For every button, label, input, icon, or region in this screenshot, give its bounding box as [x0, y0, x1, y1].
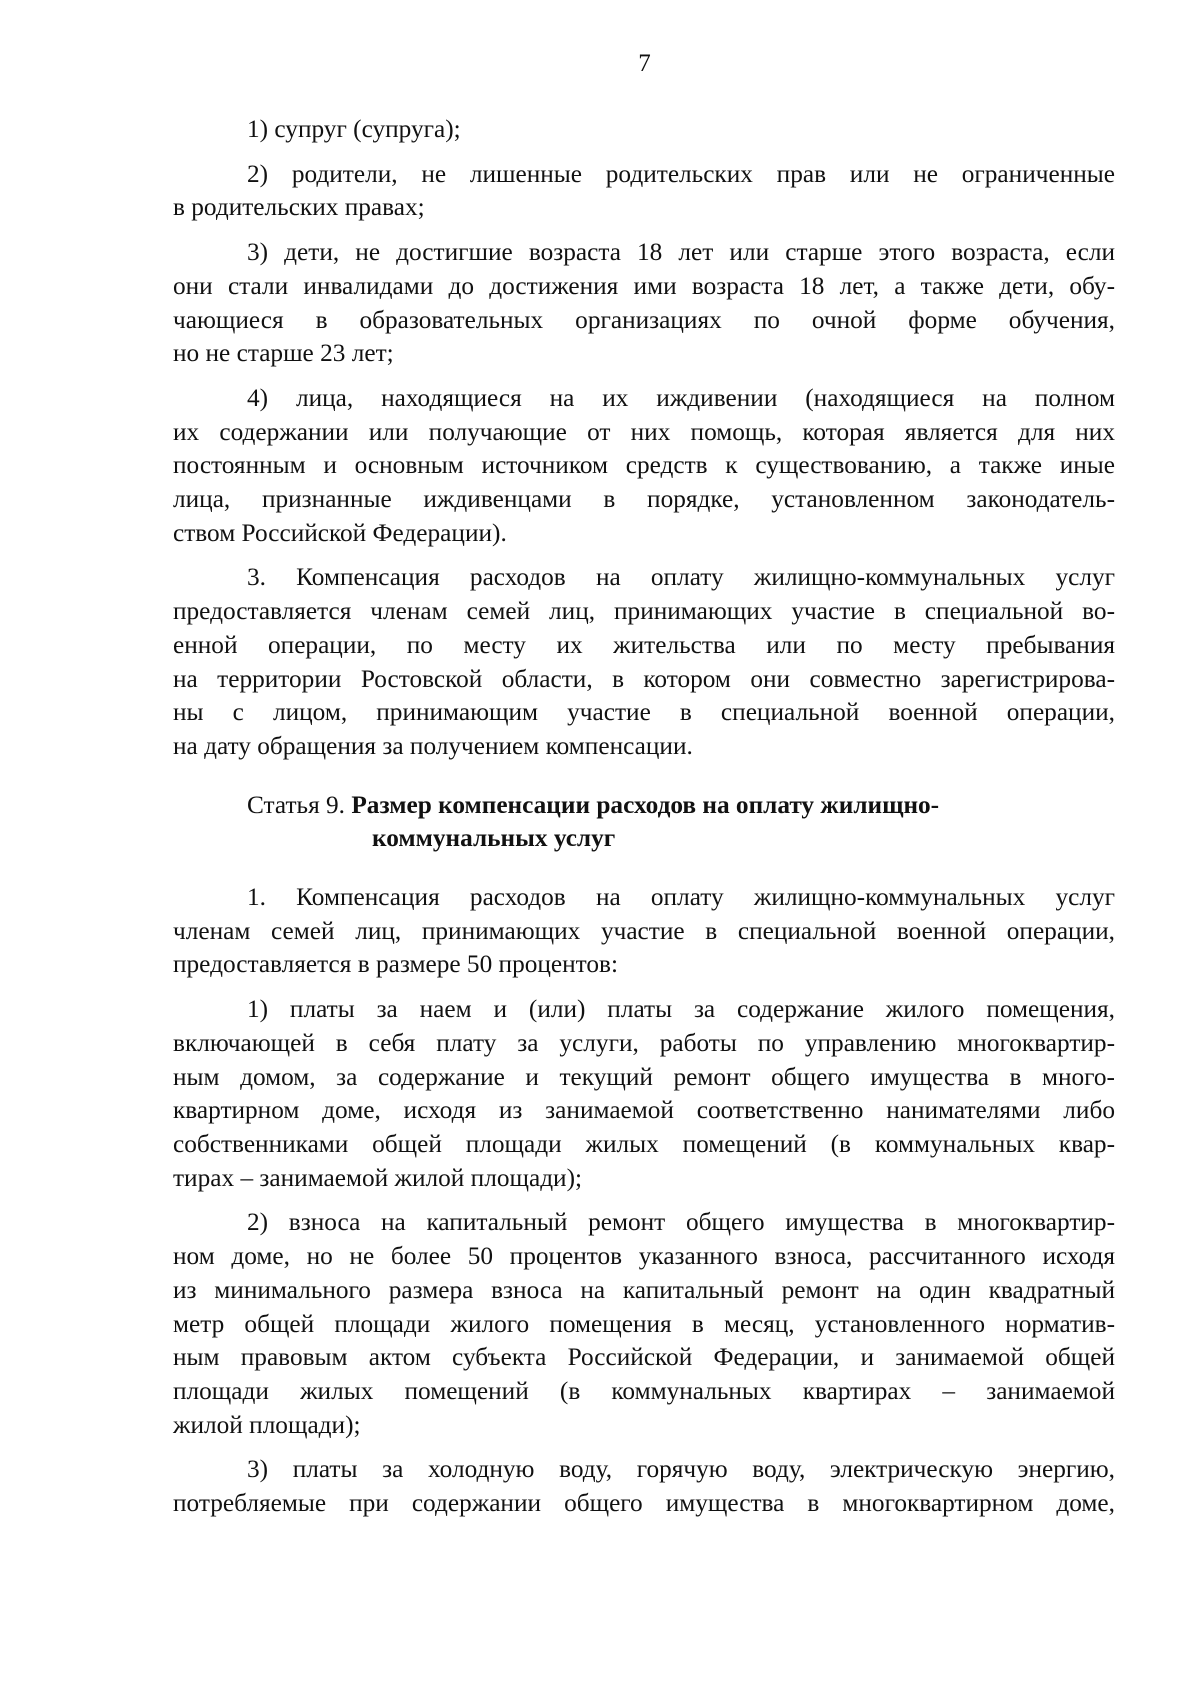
paragraph-line: 3) дети, не достигшие возраста 18 лет или старше этого возраста, если — [247, 238, 1115, 267]
paragraph-line: чающиеся в образовательных организациях по очной форме обучения, — [173, 305, 1115, 334]
paragraph-line: 1. Компенсация расходов на оплату жилищно-коммунальных услуг — [247, 883, 1115, 912]
paragraph-group-1 — [173, 113, 1115, 764]
paragraph-line: енной операции, по месту их жительства или по месту пребывания — [173, 630, 1115, 659]
paragraph-group-2 — [173, 881, 1115, 1521]
article-heading — [173, 789, 1115, 856]
paragraph-line: собственниками общей площади жилых помещений (в коммунальных квар- — [173, 1129, 1115, 1158]
paragraph-line: членам семей лиц, принимающих участие в специальной военной операции, — [173, 916, 1115, 945]
paragraph-line: ны с лицом, принимающим участие в специальной военной операции, — [173, 698, 1115, 727]
paragraph — [173, 382, 1115, 551]
document-body — [173, 113, 1115, 1532]
paragraph-line: в родительских правах; — [173, 193, 425, 222]
paragraph-line: лица, признанные иждивенцами в порядке, установленном законодатель- — [173, 485, 1115, 514]
paragraph-line: 3) платы за холодную воду, горячую воду, электрическую энергию, — [247, 1455, 1115, 1484]
paragraph — [173, 561, 1115, 763]
paragraph-line: предоставляется членам семей лиц, принимающих участие в специальной во- — [173, 597, 1115, 626]
paragraph-line: ством Российской Федерации). — [173, 518, 507, 547]
paragraph-line: площади жилых помещений (в коммунальных квартирах – занимаемой — [173, 1376, 1115, 1405]
paragraph — [173, 1206, 1115, 1442]
paragraph-line: тирах – занимаемой жилой площади); — [173, 1163, 583, 1192]
article-heading-line-1 — [173, 789, 1115, 823]
article-label: Статья 9. — [247, 790, 346, 819]
paragraph-line: но не старше 23 лет; — [173, 339, 394, 368]
paragraph-line: 1) платы за наем и (или) платы за содержание жилого помещения, — [247, 995, 1115, 1024]
paragraph-line: ным домом, за содержание и текущий ремонт общего имущества в много- — [173, 1062, 1115, 1091]
paragraph-line: квартирном доме, исходя из занимаемой соответственно нанимателями либо — [173, 1096, 1115, 1125]
article-title-part-1: Размер компенсации расходов на оплату жилищно- — [351, 790, 940, 819]
paragraph — [173, 881, 1115, 982]
paragraph-line: на дату обращения за получением компенсации. — [173, 731, 693, 760]
paragraph-line: 2) родители, не лишенные родительских прав или не ограниченные — [247, 159, 1115, 188]
article-title-part-2: коммунальных услуг — [372, 824, 616, 853]
page-number: 7 — [638, 50, 651, 77]
paragraph-line: на территории Ростовской области, в котором они совместно зарегистрирова- — [173, 664, 1115, 693]
paragraph-line: ным правовым актом субъекта Российской Федерации, и занимаемой общей — [173, 1343, 1115, 1372]
paragraph-line: предоставляется в размере 50 процентов: — [173, 950, 619, 979]
paragraph-line: постоянным и основным источником средств к существованию, а также иные — [173, 451, 1115, 480]
paragraph — [173, 236, 1115, 371]
paragraph-line: потребляемые при содержании общего имущества в многоквартирном доме, — [173, 1489, 1115, 1518]
paragraph-line: 2) взноса на капитальный ремонт общего имущества в многоквартир- — [247, 1208, 1115, 1237]
paragraph-line: включающей в себя плату за услуги, работы по управлению многоквартир- — [173, 1028, 1115, 1057]
paragraph-line: их содержании или получающие от них помощь, которая является для них — [173, 417, 1115, 446]
paragraph — [173, 113, 1115, 147]
paragraph-line: из минимального размера взноса на капитальный ремонт на один квадратный — [173, 1275, 1115, 1304]
paragraph-line: 1) супруг (супруга); — [247, 115, 461, 143]
paragraph-line: они стали инвалидами до достижения ими возраста 18 лет, а также дети, обу- — [173, 271, 1115, 300]
paragraph-line: 4) лица, находящиеся на их иждивении (находящиеся на полном — [247, 383, 1115, 412]
paragraph — [173, 1453, 1115, 1520]
paragraph-line: жилой площади); — [173, 1410, 361, 1439]
paragraph — [173, 993, 1115, 1195]
paragraph — [173, 158, 1115, 225]
paragraph-line: метр общей площади жилого помещения в месяц, установленного норматив- — [173, 1309, 1115, 1338]
paragraph-line: 3. Компенсация расходов на оплату жилищно-коммунальных услуг — [247, 563, 1115, 592]
paragraph-line: ном доме, но не более 50 процентов указанного взноса, рассчитанного исходя — [173, 1242, 1115, 1271]
